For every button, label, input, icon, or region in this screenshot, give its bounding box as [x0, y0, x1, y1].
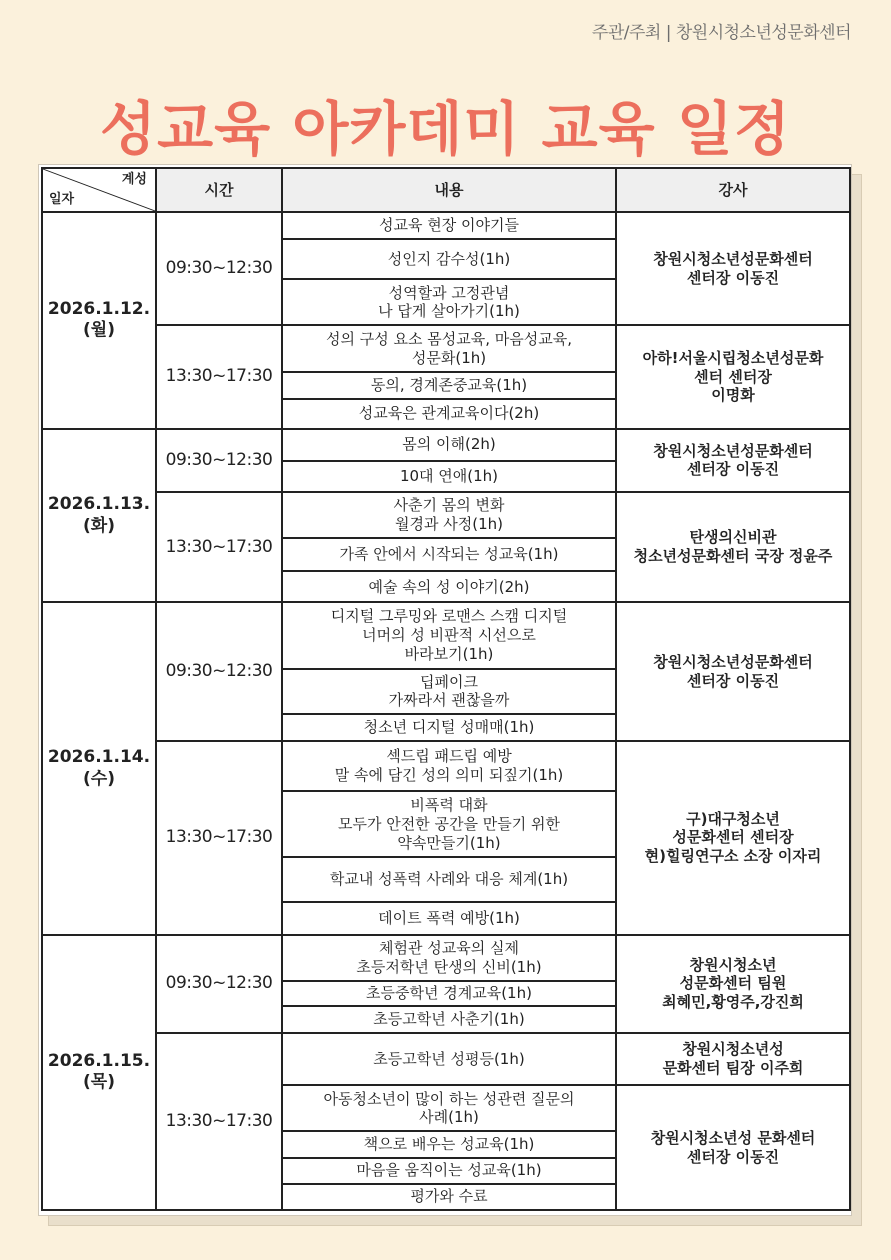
- lecturer-cell: 창원시청소년 성문화센터 팀원 최혜민,황영주,강진희: [616, 935, 850, 1033]
- page-title: 성교육 아카데미 교육 일정: [100, 95, 791, 163]
- time-cell: 13:30~17:30: [156, 492, 282, 602]
- content-cell: 비폭력 대화 모두가 안전한 공간을 만들기 위한 약속만들기(1h): [282, 791, 616, 857]
- schedule-paper: [38, 164, 852, 1216]
- content-cell: 몸의 이해(2h): [282, 429, 616, 461]
- corner-top-label: 계성: [121, 172, 147, 187]
- content-cell: 초등중학년 경계교육(1h): [282, 981, 616, 1006]
- time-cell: 13:30~17:30: [156, 1033, 282, 1210]
- lecturer-cell: 탄생의신비관 청소년성문화센터 국장 정윤주: [616, 492, 850, 602]
- host-label: 주관/주최 | 창원시청소년성문화센터: [591, 23, 851, 43]
- col-lecturer-header: 강사: [616, 168, 850, 212]
- content-cell: 학교내 성폭력 사례와 대응 체계(1h): [282, 857, 616, 901]
- corner-bottom-label: 일자: [49, 191, 75, 207]
- corner-header: [42, 168, 156, 212]
- date-cell: 2026.1.14. (수): [42, 602, 156, 934]
- col-time-header: 시간: [156, 168, 282, 212]
- content-cell: 초등고학년 사춘기(1h): [282, 1006, 616, 1033]
- content-cell: 성교육 현장 이야기들: [282, 212, 616, 239]
- content-cell: 아동청소년이 많이 하는 성관련 질문의 사례(1h): [282, 1085, 616, 1131]
- content-cell: 동의, 경계존중교육(1h): [282, 372, 616, 399]
- content-cell: 마음을 움직이는 성교육(1h): [282, 1158, 616, 1184]
- content-cell: 디지털 그루밍와 로맨스 스캠 디지털 너머의 성 비판적 시선으로 바라보기(1h): [282, 602, 616, 668]
- col-content-header: 내용: [282, 168, 616, 212]
- content-cell: 체험관 성교육의 실제 초등저학년 탄생의 신비(1h): [282, 935, 616, 981]
- content-cell: 섹드립 패드립 예방 말 속에 담긴 성의 의미 되짚기(1h): [282, 741, 616, 791]
- content-cell: 성역할과 고정관념 나 답게 살아가기(1h): [282, 279, 616, 325]
- content-cell: 초등고학년 성평등(1h): [282, 1033, 616, 1085]
- content-cell: 성교육은 관계교육이다(2h): [282, 399, 616, 429]
- lecturer-cell: 창원시청소년성 문화센터 센터장 이동진: [616, 1085, 850, 1210]
- content-cell: 평가와 수료: [282, 1184, 616, 1210]
- content-cell: 책으로 배우는 성교육(1h): [282, 1131, 616, 1157]
- content-cell: 청소년 디지털 성매매(1h): [282, 714, 616, 741]
- lecturer-cell: 아하!서울시립청소년성문화 센터 센터장 이명화: [616, 325, 850, 428]
- content-cell: 사춘기 몸의 변화 월경과 사정(1h): [282, 492, 616, 538]
- date-cell: 2026.1.12. (월): [42, 212, 156, 429]
- time-cell: 13:30~17:30: [156, 741, 282, 935]
- time-cell: 13:30~17:30: [156, 325, 282, 428]
- lecturer-cell: 창원시청소년성문화센터 센터장 이동진: [616, 429, 850, 492]
- schedule-table: [41, 167, 851, 1211]
- lecturer-cell: 창원시청소년성문화센터 센터장 이동진: [616, 212, 850, 325]
- date-cell: 2026.1.13. (화): [42, 429, 156, 603]
- content-cell: 예술 속의 성 이야기(2h): [282, 571, 616, 602]
- time-cell: 09:30~12:30: [156, 935, 282, 1033]
- lecturer-cell: 창원시청소년성문화센터 센터장 이동진: [616, 602, 850, 741]
- lecturer-cell: 창원시청소년성 문화센터 팀장 이주희: [616, 1033, 850, 1085]
- time-cell: 09:30~12:30: [156, 212, 282, 325]
- time-cell: 09:30~12:30: [156, 602, 282, 741]
- content-cell: 성인지 감수성(1h): [282, 239, 616, 279]
- content-cell: 가족 안에서 시작되는 성교육(1h): [282, 538, 616, 571]
- lecturer-cell: 구)대구청소년 성문화센터 센터장 현)힐링연구소 소장 이자리: [616, 741, 850, 935]
- content-cell: 데이트 폭력 예방(1h): [282, 902, 616, 935]
- date-cell: 2026.1.15. (목): [42, 935, 156, 1210]
- time-cell: 09:30~12:30: [156, 429, 282, 492]
- header-row: [42, 168, 850, 212]
- content-cell: 딥페이크 가짜라서 괜찮을까: [282, 669, 616, 714]
- content-cell: 10대 연애(1h): [282, 461, 616, 492]
- content-cell: 성의 구성 요소 몸성교육, 마음성교육, 성문화(1h): [282, 325, 616, 371]
